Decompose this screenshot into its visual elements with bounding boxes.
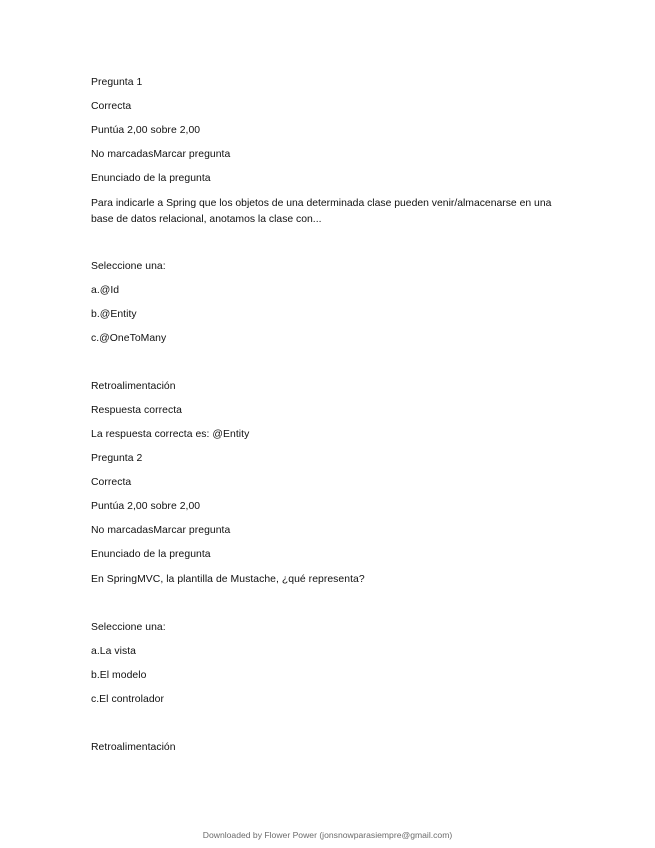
question-2-statement: En SpringMVC, la plantilla de Mustache, ¿qué representa? xyxy=(91,574,365,585)
question-1-score: Puntúa 2,00 sobre 2,00 xyxy=(91,125,201,136)
question-2-option-c: c.El controlador xyxy=(91,694,164,705)
question-2-select-label: Seleccione una: xyxy=(91,622,166,633)
question-2-option-a: a.La vista xyxy=(91,646,136,657)
question-1-status: Correcta xyxy=(91,101,132,112)
question-2-feedback-label: Retroalimentación xyxy=(91,742,176,753)
question-1-option-c: c.@OneToMany xyxy=(91,333,167,344)
question-1-feedback-answer: La respuesta correcta es: @Entity xyxy=(91,429,250,440)
question-1-option-b: b.@Entity xyxy=(91,309,137,320)
question-1-statement: Para indicarle a Spring que los objetos de una determinada clase pueden venir/almacenarse en una base de datos relacional, anotamos la clase con... xyxy=(91,198,552,225)
question-2-flag: No marcadasMarcar pregunta xyxy=(91,525,231,536)
question-1-option-a: a.@Id xyxy=(91,285,120,296)
question-1-statement-label: Enunciado de la pregunta xyxy=(91,173,211,184)
question-2-status: Correcta xyxy=(91,477,132,488)
question-1-title: Pregunta 1 xyxy=(91,77,143,88)
question-1-feedback-status: Respuesta correcta xyxy=(91,405,182,416)
question-2-score: Puntúa 2,00 sobre 2,00 xyxy=(91,501,201,512)
question-1-flag: No marcadasMarcar pregunta xyxy=(91,149,231,160)
question-2-title: Pregunta 2 xyxy=(91,453,143,464)
question-2-statement-label: Enunciado de la pregunta xyxy=(91,549,211,560)
question-1-select-label: Seleccione una: xyxy=(91,261,166,272)
question-1-feedback-label: Retroalimentación xyxy=(91,381,176,392)
download-footer: Downloaded by Flower Power (jonsnowparasiempre@gmail.com) xyxy=(202,830,453,840)
question-2-option-b: b.El modelo xyxy=(91,670,147,681)
